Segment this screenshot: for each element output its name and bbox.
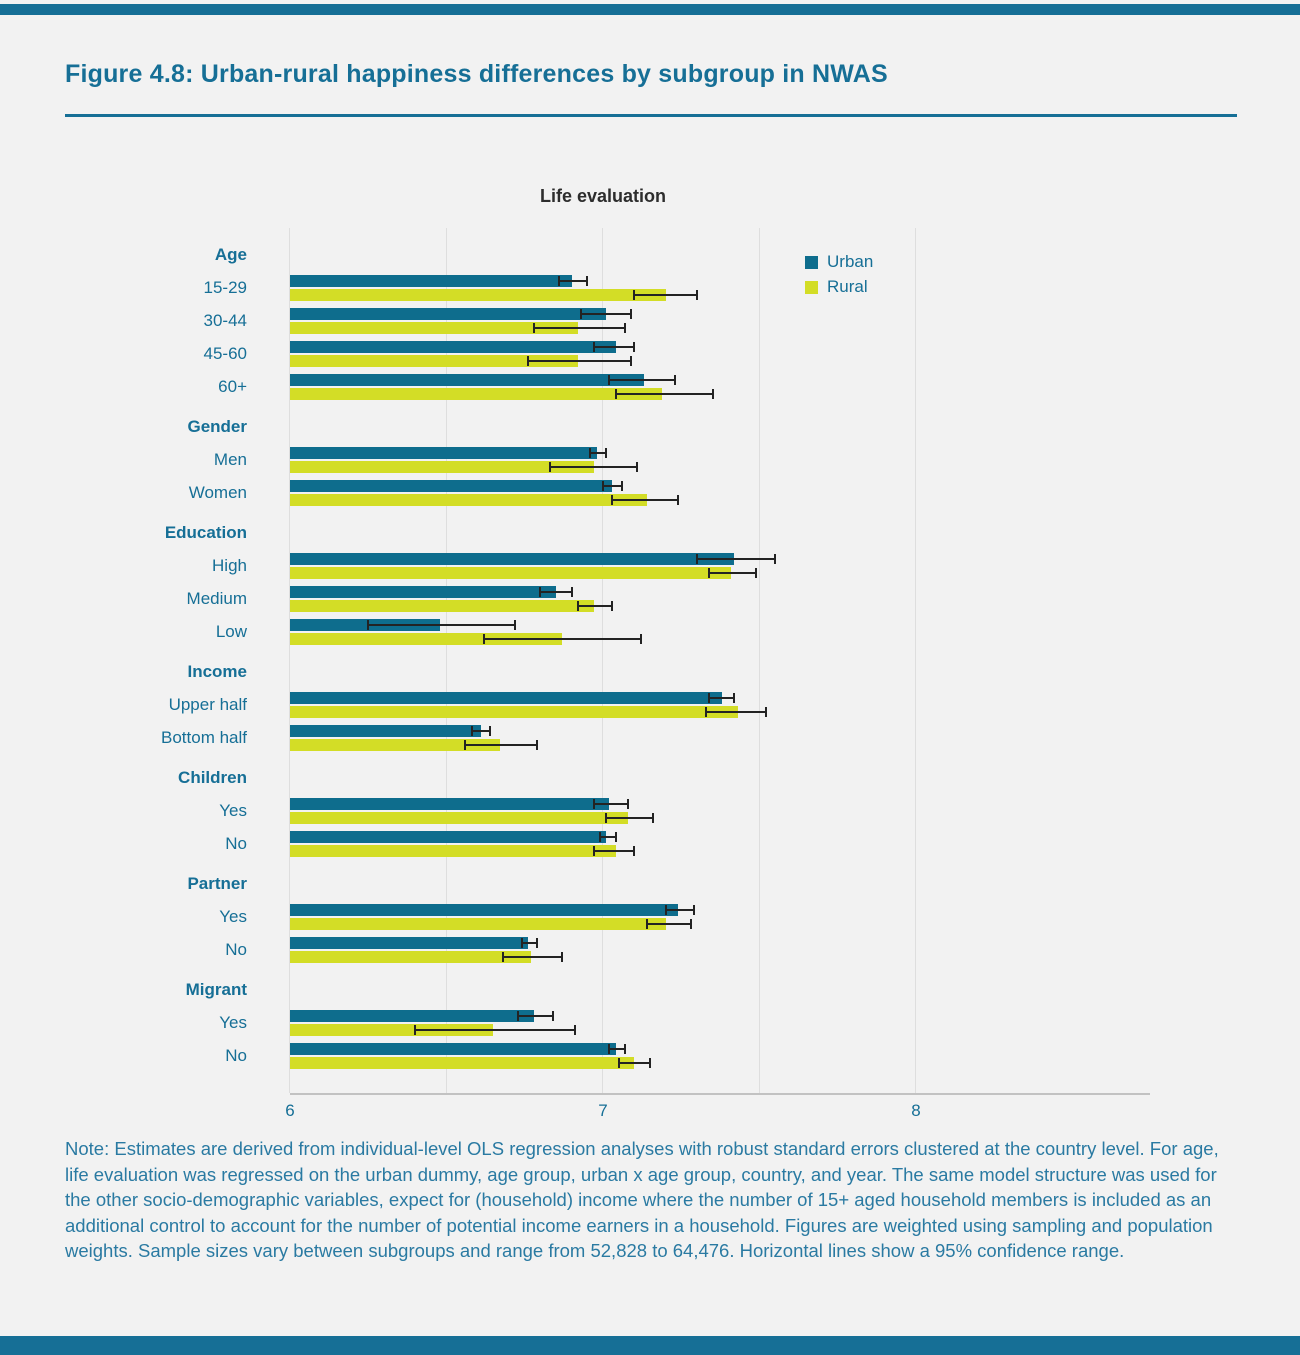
row-label: Yes [219,1013,247,1032]
errorbar-urban [600,836,616,838]
errorbar-rural [612,499,678,501]
errorbar-rural-cap [633,846,635,856]
errorbar-urban-cap [539,587,541,597]
errorbar-urban [609,379,675,381]
errorbar-urban-cap [774,554,776,564]
row-label: Low [215,622,247,641]
bar-urban [290,1043,616,1055]
errorbar-rural [528,360,631,362]
errorbar-rural-cap [640,634,642,644]
errorbar-urban [666,909,694,911]
row-label: Yes [219,907,247,926]
errorbar-rural-cap [533,323,535,333]
bar-rural [290,1057,634,1069]
errorbar-rural-cap [690,919,692,929]
bar-rural [290,600,594,612]
row-label: Women [188,483,247,502]
group-header: Migrant [185,980,247,999]
errorbar-rural-cap [611,601,613,611]
errorbar-rural [634,294,697,296]
bar-urban [290,725,481,737]
errorbar-urban-cap [599,832,601,842]
errorbar-urban [709,697,734,699]
errorbar-urban-cap [733,693,735,703]
errorbar-rural-cap [618,1058,620,1068]
errorbar-urban-cap [593,342,595,352]
urban-legend-swatch [805,256,818,269]
errorbar-rural [594,850,635,852]
x-axis-tick-label: 7 [598,1101,608,1120]
errorbar-urban-cap [558,276,560,286]
errorbar-urban-cap [367,620,369,630]
errorbar-urban [594,803,628,805]
bar-urban [290,937,528,949]
errorbar-urban-cap [674,375,676,385]
errorbar-rural-cap [414,1025,416,1035]
errorbar-rural [534,327,625,329]
errorbar-rural-cap [593,846,595,856]
top-border-bar [0,4,1300,15]
errorbar-rural-cap [705,707,707,717]
x-axis-line [290,1093,1150,1095]
errorbar-rural-cap [633,290,635,300]
bar-urban [290,374,644,386]
bar-urban [290,798,609,810]
errorbar-rural [415,1029,575,1031]
legend-label-urban: Urban [827,252,874,271]
row-label: Yes [219,801,247,820]
legend-label-rural: Rural [827,277,868,296]
errorbar-urban-cap [696,554,698,564]
row-label: 60+ [218,377,247,396]
gridline [602,228,603,1093]
errorbar-urban [609,1048,625,1050]
errorbar-rural [706,711,765,713]
errorbar-urban-cap [621,481,623,491]
gridline [759,228,760,1093]
errorbar-rural-cap [464,740,466,750]
errorbar-rural-cap [696,290,698,300]
errorbar-urban-cap [571,587,573,597]
errorbar-urban-cap [536,938,538,948]
note-text: Note: Estimates are derived from individual-level OLS regression analyses with robust standard errors clustered at the country level. For age, life evaluation was regressed on the urban dummy, age group, urban x age group, country, and year. The same model structure was used for the other socio-demographic variables, expect for (household) income where the number of 15+ aged household members is included as an additional control to account for the number of potential income earners in a household. Figures are weighted using sampling and population weights. Sample sizes vary between subgroups and range from 52,828 to 64,476. Horizontal lines show a 95% confidence range. [65,1138,1219,1261]
bar-rural [290,951,531,963]
x-axis-tick-label: 8 [911,1101,921,1120]
title-rule [65,114,1237,117]
errorbar-urban-cap [708,693,710,703]
errorbar-urban-cap [471,726,473,736]
group-header: Children [178,768,247,787]
bar-rural [290,812,628,824]
row-label: Medium [186,589,247,608]
bar-urban [290,341,616,353]
bar-rural [290,567,731,579]
bar-urban [290,480,612,492]
errorbar-urban-cap [586,276,588,286]
group-header: Age [214,245,247,264]
legend-item-rural [805,277,873,297]
errorbar-rural-cap [615,389,617,399]
row-label: High [212,556,247,575]
bar-urban [290,1010,534,1022]
bar-urban [290,831,606,843]
errorbar-urban-cap [633,342,635,352]
errorbar-rural-cap [652,813,654,823]
row-label: 45-60 [203,344,247,363]
errorbar-rural [619,1062,650,1064]
errorbar-rural-cap [755,568,757,578]
errorbar-rural [484,638,641,640]
errorbar-urban [594,346,635,348]
group-header: Gender [187,417,247,436]
errorbar-urban-cap [552,1011,554,1021]
errorbar-rural [550,466,638,468]
bar-rural [290,388,662,400]
errorbar-rural-cap [574,1025,576,1035]
errorbar-rural-cap [502,952,504,962]
errorbar-urban [472,730,491,732]
errorbar-rural [606,817,653,819]
errorbar-urban-cap [605,448,607,458]
errorbar-rural-cap [549,462,551,472]
errorbar-rural [503,956,562,958]
errorbar-rural-cap [630,356,632,366]
bar-rural [290,918,666,930]
rural-legend-swatch [805,281,818,294]
errorbar-rural-cap [712,389,714,399]
errorbar-urban [697,558,775,560]
group-header: Income [187,662,247,681]
group-header: Partner [187,874,247,893]
gridline [915,228,916,1093]
row-label: No [225,1046,247,1065]
errorbar-urban-cap [593,799,595,809]
page-title: Figure 4.8: Urban-rural happiness differences by subgroup in NWAS [65,60,888,88]
errorbar-urban-cap [627,799,629,809]
bar-rural [290,706,738,718]
legend-item-urban [805,252,873,272]
row-label: Men [213,450,247,469]
errorbar-urban-cap [608,1044,610,1054]
errorbar-urban-cap [589,448,591,458]
x-axis-tick-label: 6 [285,1101,295,1120]
bar-urban [290,904,678,916]
errorbar-rural-cap [483,634,485,644]
errorbar-urban-cap [665,905,667,915]
errorbar-urban-cap [517,1011,519,1021]
errorbar-urban-cap [602,481,604,491]
row-label: Upper half [168,695,247,714]
bar-urban [290,553,734,565]
group-header: Education [164,523,247,542]
errorbar-rural-cap [708,568,710,578]
row-label: 30-44 [203,311,247,330]
errorbar-urban-cap [615,832,617,842]
errorbar-rural [647,923,691,925]
errorbar-urban-cap [630,309,632,319]
bar-rural [290,289,666,301]
errorbar-urban [540,591,571,593]
errorbar-rural [465,744,537,746]
bottom-border-bar [0,1336,1300,1355]
errorbar-rural-cap [527,356,529,366]
errorbar-urban [522,942,538,944]
errorbar-urban-cap [624,1044,626,1054]
row-label: Bottom half [161,728,247,747]
errorbar-urban [590,452,606,454]
row-label: No [225,940,247,959]
errorbar-rural-cap [649,1058,651,1068]
errorbar-rural [709,572,756,574]
errorbar-urban-cap [514,620,516,630]
errorbar-rural-cap [624,323,626,333]
errorbar-urban-cap [489,726,491,736]
errorbar-rural-cap [577,601,579,611]
errorbar-rural-cap [605,813,607,823]
errorbar-rural [578,605,612,607]
errorbar-urban [559,280,587,282]
errorbar-urban [581,313,631,315]
errorbar-rural [616,393,713,395]
errorbar-rural-cap [561,952,563,962]
errorbar-urban-cap [693,905,695,915]
row-label: No [225,834,247,853]
bar-rural [290,845,616,857]
errorbar-rural-cap [677,495,679,505]
errorbar-urban-cap [608,375,610,385]
bar-urban [290,692,722,704]
errorbar-rural-cap [765,707,767,717]
errorbar-urban-cap [580,309,582,319]
errorbar-urban [368,624,515,626]
bar-urban [290,447,597,459]
bar-urban [290,586,556,598]
errorbar-urban-cap [521,938,523,948]
bar-urban [290,308,606,320]
errorbar-rural-cap [536,740,538,750]
row-label: 15-29 [203,278,247,297]
errorbar-urban [518,1015,552,1017]
errorbar-rural-cap [636,462,638,472]
legend [805,252,873,302]
bar-rural [290,494,647,506]
errorbar-rural-cap [611,495,613,505]
errorbar-urban [603,485,622,487]
chart-title: Life evaluation [539,186,667,206]
bar-urban [290,275,572,287]
errorbar-rural-cap [646,919,648,929]
